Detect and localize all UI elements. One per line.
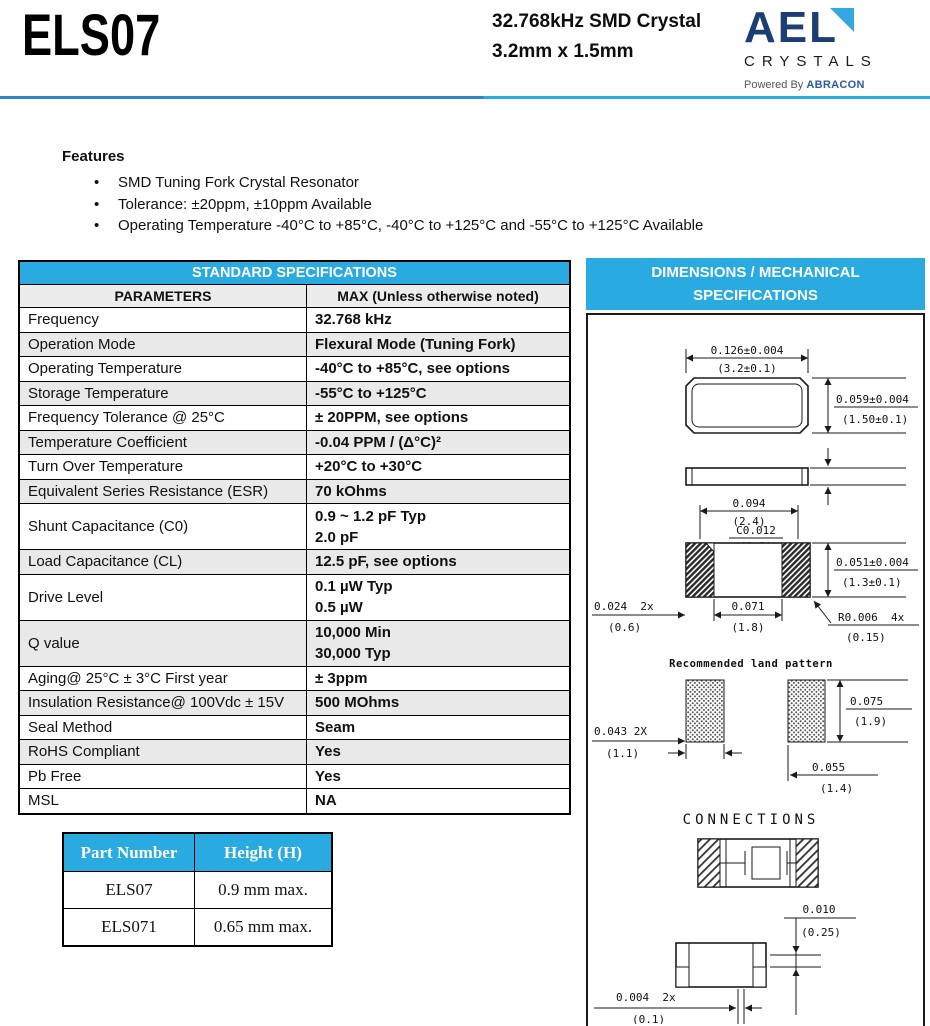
mechanical-drawing [588, 315, 923, 1024]
part-height-cell: 0.65 mm max. [213, 917, 313, 936]
spec-param: Turn Over Temperature [20, 455, 307, 479]
subtitle-line1: 32.768kHz SMD Crystal [492, 11, 702, 32]
spec-value: 0.9 ~ 1.2 pF Typ 2.0 pF [315, 507, 427, 546]
spec-param: Drive Level [20, 575, 307, 620]
spec-param: Pb Free [20, 765, 307, 789]
feature-item: • SMD Tuning Fork Crystal Resonator [62, 172, 703, 194]
dim-bottomview-radius-in: R0.006 4x [838, 611, 905, 624]
spec-col-parameters: PARAMETERS [20, 285, 307, 307]
dim-bottomview-height-in: 0.051±0.004 [836, 556, 909, 569]
dim-land-padw-in: 0.043 2X [594, 725, 647, 738]
spec-table-header [20, 285, 569, 308]
spec-param: Operating Temperature [20, 357, 307, 381]
part-table-header [64, 834, 331, 872]
logo-wordmark [744, 3, 874, 52]
dim-sideview-pad-mm: (0.1) [632, 1013, 666, 1024]
spec-rows [20, 308, 569, 813]
spec-value: Flexural Mode (Tuning Fork) [315, 335, 516, 353]
spec-value: ± 20PPM, see options [315, 409, 469, 427]
dim-bottomview-span-mm: (2.4) [732, 515, 766, 528]
feature-item: • Tolerance: ±20ppm, ±10ppm Available [62, 194, 703, 216]
ael-crystals-logo [744, 3, 919, 91]
spec-value: -55°C to +125°C [315, 384, 427, 402]
spec-table-row [20, 431, 569, 456]
dim-land-pitch-mm: (1.4) [820, 782, 854, 795]
spec-value: 70 kOhms [315, 482, 387, 500]
bottom-side-view-drawing [594, 903, 856, 1024]
spec-table-row [20, 575, 569, 621]
connections-title: CONNECTIONS [682, 812, 820, 828]
spec-value: ± 3ppm [315, 669, 368, 687]
dim-bottomview-pad-mm: (0.6) [608, 621, 642, 634]
standard-specifications-table [18, 260, 571, 815]
dim-topview-height-mm: (1.50±0.1) [842, 413, 909, 426]
spec-table-row [20, 789, 569, 813]
dim-bottomview-radius-mm: (0.15) [846, 631, 886, 644]
dim-land-padh-mm: (1.9) [854, 715, 888, 728]
spec-table-row [20, 621, 569, 667]
spec-table-row [20, 504, 569, 550]
spec-table-row [20, 480, 569, 505]
dimensions-title-line1: DIMENSIONS / MECHANICAL [651, 264, 860, 281]
spec-param: RoHS Compliant [20, 740, 307, 764]
land-pattern-title: Recommended land pattern [669, 658, 833, 670]
top-view-drawing [686, 344, 918, 433]
spec-param: Operation Mode [20, 333, 307, 357]
dim-topview-width-in: 0.126±0.004 [710, 344, 784, 357]
features-list [62, 172, 703, 237]
dim-topview-width-mm: (3.2±0.1) [717, 362, 777, 375]
part-number-cell: ELS07 [64, 872, 195, 908]
side-view-drawing [686, 448, 906, 505]
spec-param: Temperature Coefficient [20, 431, 307, 455]
dim-bottomview-height-mm: (1.3±0.1) [842, 576, 902, 589]
dim-sideview-pad-in: 0.004 2x [616, 991, 676, 1004]
spec-table-row [20, 550, 569, 575]
spec-value: +20°C to +30°C [315, 458, 423, 476]
dim-land-pitch-in: 0.055 [812, 761, 846, 774]
part-rows [64, 872, 331, 945]
spec-table-row [20, 667, 569, 692]
dim-sideview-offset-in: 0.010 [802, 903, 836, 916]
spec-table-row [20, 740, 569, 765]
dimensions-panel-title [586, 258, 925, 310]
spec-table-row [20, 382, 569, 407]
spec-table-row [20, 357, 569, 382]
spec-value: 10,000 Min 30,000 Typ [315, 624, 391, 662]
spec-param: Aging@ 25°C ± 3°C First year [20, 667, 307, 691]
spec-value: 0.1 µW Typ 0.5 µW [315, 578, 393, 616]
land-pattern-drawing [592, 658, 912, 795]
subtitle-line2: 3.2mm x 1.5mm [492, 41, 634, 62]
part-table-row [64, 909, 331, 945]
dim-bottomview-pad-in: 0.024 2x [594, 600, 654, 613]
abracon-brand: ABRACON [806, 79, 865, 91]
spec-table-title: STANDARD SPECIFICATIONS [20, 262, 569, 285]
spec-param: Storage Temperature [20, 382, 307, 406]
part-number-table [62, 832, 333, 947]
dim-bottomview-span-in: 0.094 [732, 497, 766, 510]
part-number-cell: ELS071 [64, 909, 195, 945]
dim-bottomview-gap-mm: (1.8) [731, 621, 765, 634]
spec-param: Equivalent Series Resistance (ESR) [20, 480, 307, 504]
spec-value: -40°C to +85°C, see options [315, 360, 510, 378]
spec-value: Yes [315, 743, 341, 761]
spec-table-row [20, 333, 569, 358]
spec-table-row [20, 406, 569, 431]
spec-param: Q value [20, 621, 307, 666]
product-subtitle [492, 7, 701, 67]
feature-item: • Operating Temperature -40°C to +85°C, -40°C to +125°C and -55°C to +125°C Available [62, 215, 703, 237]
dim-sideview-offset-mm: (0.25) [801, 926, 841, 939]
part-height-cell: 0.9 mm max. [218, 880, 308, 899]
spec-param: Insulation Resistance@ 100Vdc ± 15V [20, 691, 307, 715]
powered-by-prefix: Powered By [744, 79, 804, 91]
features-title: Features [62, 148, 125, 165]
dim-topview-height-in: 0.059±0.004 [836, 393, 909, 406]
part-table-row [64, 872, 331, 909]
dimensions-panel [586, 313, 925, 1026]
page-title: ELS07 [22, 3, 161, 68]
dim-land-padh-in: 0.075 [850, 695, 884, 708]
spec-table-row [20, 455, 569, 480]
spec-param: MSL [20, 789, 307, 813]
spec-param: Shunt Capacitance (C0) [20, 504, 307, 549]
spec-table-row [20, 308, 569, 333]
spec-value: 12.5 pF, see options [315, 553, 457, 571]
spec-value: 32.768 kHz [315, 311, 392, 329]
logo-brand-text: AEL [744, 3, 838, 52]
spec-param: Seal Method [20, 716, 307, 740]
spec-value: Seam [315, 718, 356, 736]
powered-by [744, 79, 919, 91]
bottom-view-drawing [592, 497, 919, 644]
spec-value: NA [315, 792, 337, 810]
part-col-number: Part Number [64, 834, 195, 871]
dimensions-title-line2: SPECIFICATIONS [693, 287, 818, 304]
logo-crystals-text: CRYSTALS [744, 53, 878, 70]
spec-table-row [20, 716, 569, 741]
header-divider [0, 96, 930, 99]
dim-land-padw-mm: (1.1) [606, 747, 640, 760]
dim-bottomview-chamfer-in: C0.012 [736, 524, 776, 537]
spec-value: Yes [315, 767, 341, 785]
spec-table-row [20, 691, 569, 716]
dim-bottomview-gap-in: 0.071 [731, 600, 765, 613]
spec-value: 500 MOhms [315, 694, 400, 712]
features-section [62, 148, 703, 237]
spec-table-row [20, 765, 569, 790]
part-col-height: Height (H) [224, 842, 302, 862]
spec-param: Load Capacitance (CL) [20, 550, 307, 574]
spec-value: -0.04 PPM / (Δ°C)² [315, 433, 441, 451]
spec-col-max: MAX (Unless otherwise noted) [337, 288, 539, 304]
connections-drawing [683, 812, 820, 887]
logo-triangle-icon [830, 8, 854, 32]
spec-param: Frequency [20, 308, 307, 332]
spec-param: Frequency Tolerance @ 25°C [20, 406, 307, 430]
